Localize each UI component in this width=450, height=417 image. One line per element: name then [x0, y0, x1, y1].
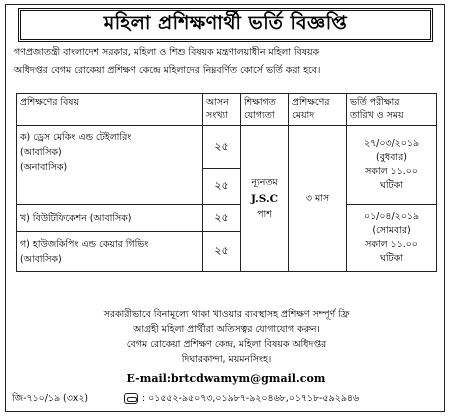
- course-b-seats: ২৫: [203, 205, 241, 232]
- header-exam: ভর্তি পরীক্ষার তারিখ ও সময়: [347, 94, 437, 126]
- intro-line-1: গণপ্রজাতন্ত্রী বাংলাদেশ সরকার, মহিলা ও শিশু বিষয়ক মন্ত্রণালয়াধীন মহিলা বিষয়ক: [14, 47, 320, 58]
- course-c-cell: [17, 232, 203, 272]
- exam-2-cell: [347, 205, 437, 272]
- header-education: শিক্ষাগত যোগ্যতা: [241, 94, 289, 126]
- exam-2-time: সকাল ১১.০০: [365, 239, 418, 250]
- table-row: [17, 126, 437, 169]
- course-b-title: খ) বিউটিফিকেশন (আবাসিক): [17, 205, 203, 232]
- course-a-title: ক) ড্রেস মেকিং এন্ড টেইলারিং: [20, 132, 132, 143]
- course-a-seats-nonresidential: ২৫: [203, 169, 241, 205]
- intro-line-2: অধিদপ্তর বেগম রোকেয়া প্রশিক্ষণ কেন্দ্রে মহিলাদের নিম্নবর্ণিত কোর্সে ভর্তি করা হবে।: [14, 65, 321, 76]
- exam-1-cell: [347, 126, 437, 205]
- qualification-line-3: পাশ: [257, 208, 272, 220]
- phone-numbers: [124, 391, 359, 406]
- qualification-cell: [241, 126, 289, 272]
- course-c-residential: (আবাসিক): [20, 254, 62, 265]
- exam-1-day: (বুধবার): [376, 152, 407, 163]
- phone-numbers-text: : ০১৫৫২-৯৫০৭৩,০১৯৮৭-৯২০৪৬৮,০১৭১৮-৫৯২৯৪৬: [142, 393, 360, 404]
- course-a-seats-residential: ২৫: [203, 126, 241, 169]
- course-c-seats: ২৫: [203, 232, 241, 272]
- reference-number: জি-৭১০/১৯ (৩x২): [12, 393, 89, 404]
- course-a-cell: [17, 126, 203, 205]
- title-box: [18, 8, 433, 42]
- exam-2-day: (সোমবার): [372, 225, 411, 236]
- page-title: মহিলা প্রশিক্ষণার্থী ভর্তি বিজ্ঞপ্তি: [103, 12, 348, 34]
- exam-1-unit: ঘটিকা: [380, 180, 403, 191]
- email-address: E-mail:brtcdwamym@gmail.com: [126, 372, 326, 385]
- qualification-line-2: J.S.C: [250, 192, 279, 205]
- duration-value: ৩ মাস: [305, 193, 330, 204]
- table-row: [17, 205, 437, 232]
- footer-line-2: আগ্রহী মহিলা প্রার্থীরা অতিসত্বর যোগাযোগ করুন।: [133, 324, 320, 335]
- course-a-residential: (আবাসিক): [20, 147, 62, 158]
- footer-line-3: বেগম রোকেয়া প্রশিক্ষণ কেন্দ্র, মহিলা বিষয়ক অধিদপ্তর: [126, 339, 327, 350]
- footer-line-4: দিঘারকান্দা, ময়মনসিংহ।: [181, 354, 272, 365]
- footer-line-1: সরকারীভাবে বিনামূল্যে থাকা খাওয়ার ব্যবস্থাসহ প্রশিক্ষণ সম্পূর্ণ ফ্রি: [103, 309, 350, 320]
- intro-paragraph: [14, 44, 439, 80]
- header-duration: প্রশিক্ষণের মেয়াদ: [289, 94, 347, 126]
- exam-2-unit: ঘটিকা: [380, 253, 403, 264]
- course-table: [16, 93, 437, 272]
- exam-1-date: ২৭/০৩/২০১৯: [363, 138, 420, 149]
- advertisement: [5, 4, 445, 412]
- table-header-row: [17, 94, 437, 126]
- header-subject: প্রশিক্ষণের বিষয়: [17, 94, 203, 126]
- duration-cell: [289, 126, 347, 272]
- qualification-line-1: ন্যূনতম: [251, 176, 278, 188]
- exam-1-time: সকাল ১১.০০: [365, 166, 418, 177]
- header-seats: আসন সংখ্যা: [203, 94, 241, 126]
- course-a-nonresidential: (অনাবাসিক): [20, 162, 68, 173]
- course-c-title: গ) হাউজকিপিং এন্ড কেয়ার গিভিং: [20, 239, 149, 250]
- telephone-icon: [124, 393, 138, 404]
- exam-2-date: ০১/০৪/২০১৯: [363, 211, 420, 222]
